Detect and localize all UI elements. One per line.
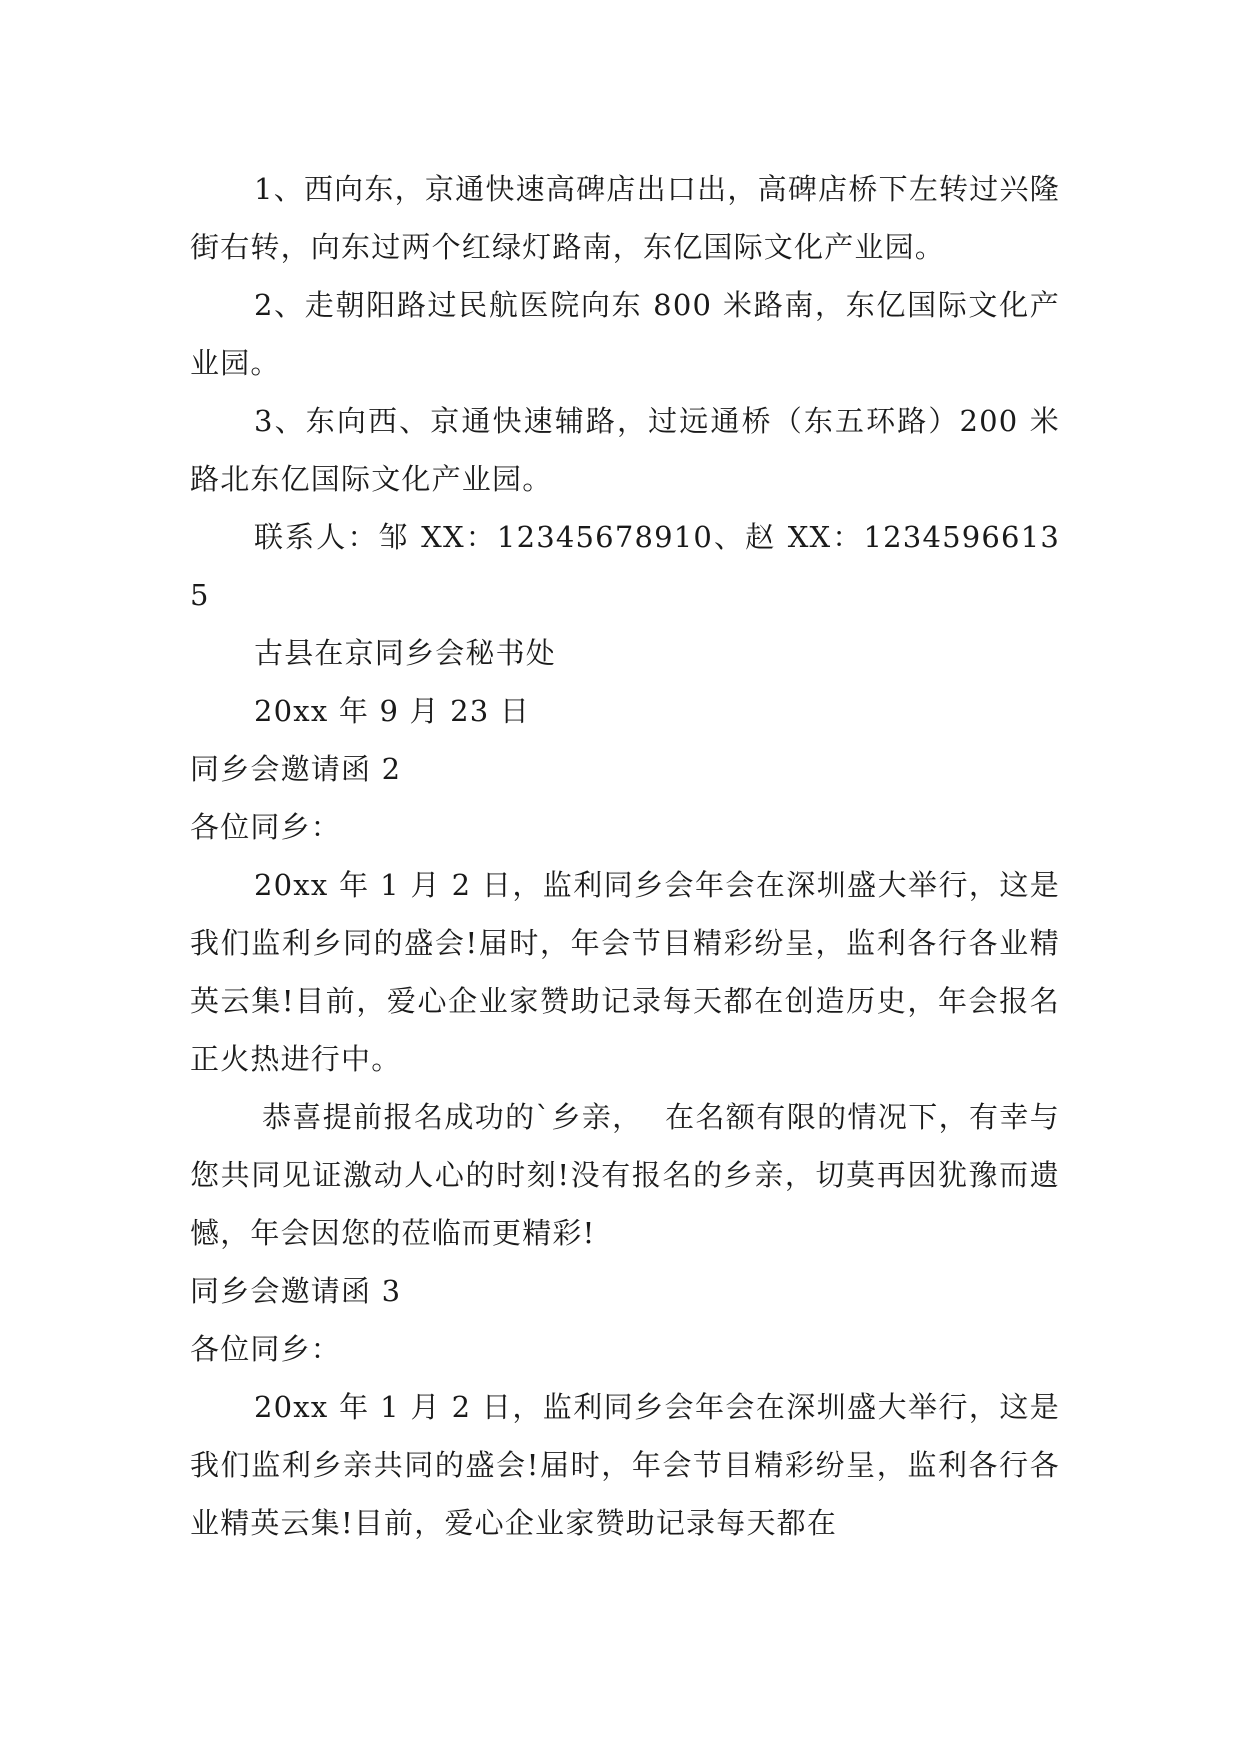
route-paragraph-1: 1、西向东，京通快速高碑店出口出，高碑店桥下左转过兴隆街右转，向东过两个红绿灯路南，东亿国际文化产业园。: [190, 172, 1060, 264]
body-paragraph-3a: 20xx 年 1 月 2 日，监利同乡会年会在深圳盛大举行，这是我们监利乡亲共同的盛会!届时，年会节目精彩纷呈，监利各行各业精英云集!目前，爱心企业家赞助记录每天都在: [190, 1390, 1060, 1540]
section-heading-3: 同乡会邀请函 3: [190, 1274, 402, 1308]
date-line: 20xx 年 9 月 23 日: [254, 694, 531, 728]
salutation-2: 各位同乡：: [190, 810, 342, 844]
signature-line: 古县在京同乡会秘书处: [254, 636, 557, 670]
salutation-3: 各位同乡：: [190, 1332, 342, 1366]
body-paragraph-2b: 恭喜提前报名成功的`乡亲， 在名额有限的情况下，有幸与您共同见证激动人心的时刻!没有报名的乡亲，切莫再因犹豫而遗憾，年会因您的莅临而更精彩!: [190, 1100, 1060, 1250]
body-paragraph-2a: 20xx 年 1 月 2 日，监利同乡会年会在深圳盛大举行，这是我们监利乡同的盛会!届时，年会节目精彩纷呈，监利各行各业精英云集!目前，爱心企业家赞助记录每天都在创造历史，年会报名正火热进行中。: [190, 868, 1060, 1076]
route-paragraph-3: 3、东向西、京通快速辅路，过远通桥（东五环路）200 米路北东亿国际文化产业园。: [190, 404, 1060, 496]
route-paragraph-2: 2、走朝阳路过民航医院向东 800 米路南，东亿国际文化产业园。: [190, 288, 1060, 380]
document-body: [190, 160, 1060, 1552]
section-heading-2: 同乡会邀请函 2: [190, 752, 402, 786]
contact-line: 联系人：邹 XX：12345678910、赵 XX：12345966135: [190, 520, 1060, 612]
